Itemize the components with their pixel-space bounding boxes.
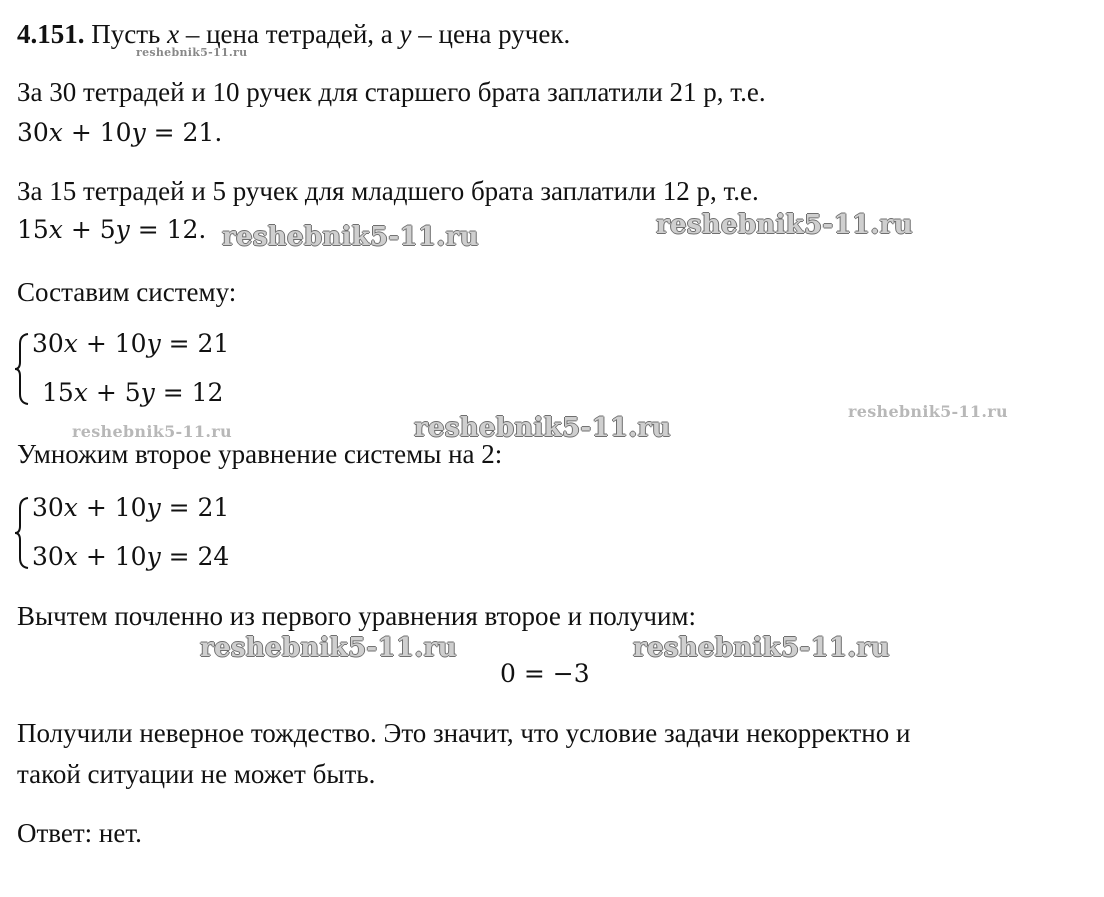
conclusion-line-1: Получили неверное тождество. Это значит, что условие задачи некорректно и [17,718,911,748]
variable-x: x [167,19,180,49]
problem-text-part: – цена ручек. [411,19,571,49]
watermark: reshebnik5-11.ru [848,402,1008,421]
problem-number: 4.151. [17,19,85,49]
system1-equation-1: 30𝑥 + 10𝑦 = 21 [32,329,230,358]
watermark: reshebnik5-11.ru [222,222,479,252]
paragraph-older-brother: За 30 тетрадей и 10 ручек для старшего брата заплатили 21 р, т.е. [17,77,766,107]
equation-younger-brother: 15𝑥 + 5𝑦 = 12. [17,215,207,244]
answer: Ответ: нет. [17,818,142,848]
system1-equation-2: 15𝑥 + 5𝑦 = 12 [42,378,224,407]
subtract-label: Вычтем почленно из первого уравнения второе и получим: [17,601,696,631]
watermark: reshebnik5-11.ru [656,210,913,240]
paragraph-younger-brother: За 15 тетрадей и 5 ручек для младшего брата заплатили 12 р, т.е. [17,176,759,206]
system-brace [14,496,28,570]
system-brace [14,332,28,406]
variable-y: y [399,19,412,49]
multiply-label: Умножим второе уравнение системы на 2: [17,439,503,469]
problem-text-part: – цена тетрадей, а [179,19,400,49]
equation-older-brother: 30𝑥 + 10𝑦 = 21. [17,118,223,147]
watermark: reshebnik5-11.ru [72,422,232,441]
problem-text-part: Пусть [84,19,168,49]
watermark: reshebnik5-11.ru [414,413,671,443]
watermark: reshebnik5-11.ru [633,633,890,663]
conclusion-line-2: такой ситуации не может быть. [17,759,376,789]
system2-equation-1: 30𝑥 + 10𝑦 = 21 [32,493,230,522]
problem-statement [17,18,570,50]
system-label: Составим систему: [17,277,237,307]
watermark: reshebnik5-11.ru [200,633,457,663]
result-equation: 0 = −3 [500,659,590,688]
watermark: reshebnik5-11.ru [136,46,248,59]
system2-equation-2: 30𝑥 + 10𝑦 = 24 [32,542,230,571]
